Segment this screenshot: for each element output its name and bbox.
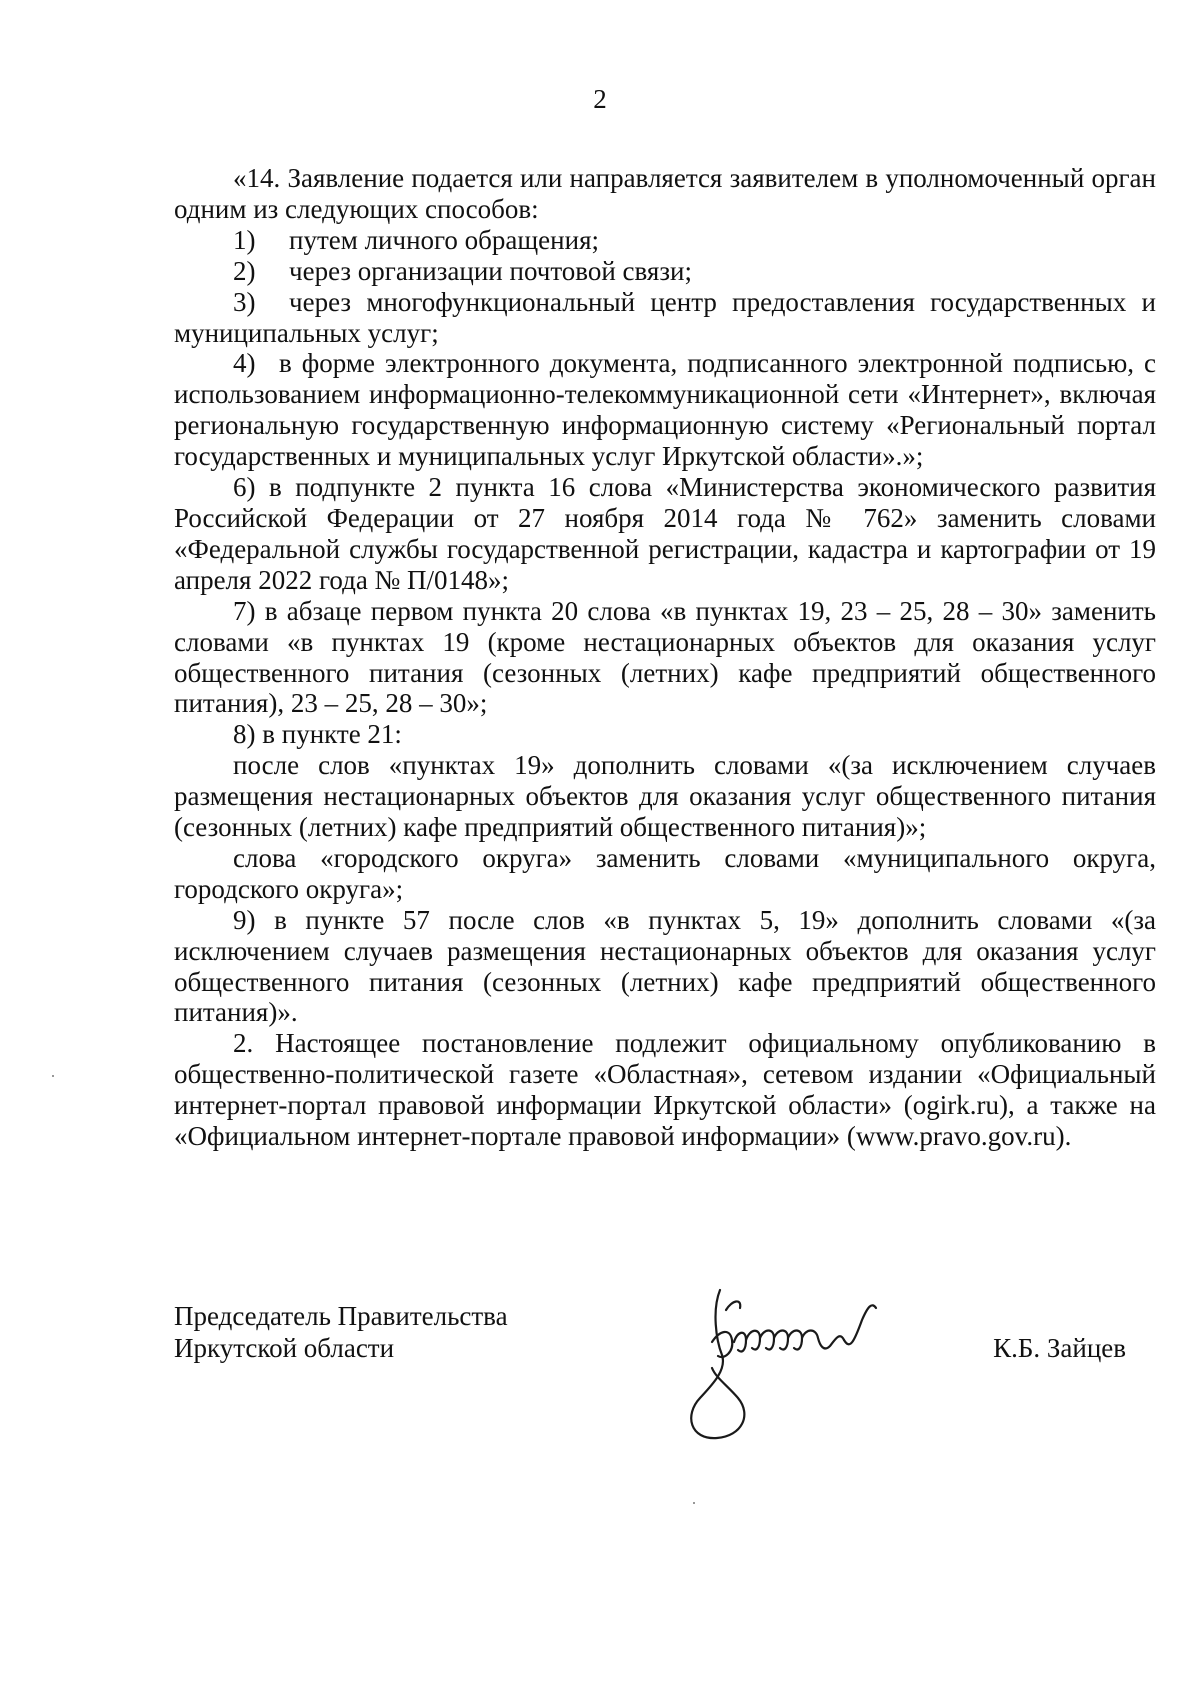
paragraph-6: 6) в подпункте 2 пункта 16 слова «Министерства экономического развития Российской Федерации от 27 ноября 2014 года № 762» заменить словами «Федеральной службы государственной регистрации, кадастра и картографии от 19 апреля 2022 года № П/0148»; bbox=[174, 472, 1156, 595]
paragraph-8: 8) в пункте 21: bbox=[233, 719, 402, 750]
paragraph-14-intro: «14. Заявление подается или направляется заявителем в уполномоченный орган одним из следующих способов: bbox=[174, 163, 1156, 224]
signatory-position bbox=[174, 1300, 508, 1364]
signatory-position-line-1: Председатель Правительства bbox=[174, 1301, 508, 1331]
scan-speck bbox=[52, 1075, 54, 1077]
list-item-4-text: в форме электронного документа, подписанного электронной подписью, с использованием информационно-телекоммуникационной сети «Интернет», включая региональную государственную информационную систему «Региональный портал государственных и муниципальных услуг Иркутской области».»; bbox=[174, 348, 1156, 472]
list-item-3-text: через многофункциональный центр предоставления государственных и муниципальных услуг; bbox=[174, 286, 1156, 348]
handwritten-signature bbox=[672, 1280, 922, 1440]
signature-block bbox=[174, 1300, 1156, 1450]
paragraph-8a: после слов «пунктах 19» дополнить словами «(за исключением случаев размещения нестационарных объектов для оказания услуг общественного питания (сезонных (летних) кафе предприятий общественного питания)»; bbox=[174, 750, 1156, 843]
signatory-name: К.Б. Зайцев bbox=[993, 1333, 1126, 1363]
list-item-3-number: 3) bbox=[233, 286, 256, 317]
list-item-2-text: через организации почтовой связи; bbox=[289, 255, 692, 286]
list-item-1-number: 1) bbox=[233, 224, 256, 255]
list-item-1-text: путем личного обращения; bbox=[289, 224, 599, 255]
page-number: 2 bbox=[593, 84, 607, 114]
list-item-4 bbox=[174, 348, 1156, 472]
list-item-3 bbox=[174, 287, 1156, 349]
paragraph-7: 7) в абзаце первом пункта 20 слова «в пунктах 19, 23 – 25, 28 – 30» заменить словами «в пунктах 19 (кроме нестационарных объектов для оказания услуг общественного питания (сезонных (летних) кафе предприятий общественного питания), 23 – 25, 28 – 30»; bbox=[174, 595, 1156, 719]
paragraph-9: 9) в пункте 57 после слов «в пунктах 5, 19» дополнить словами «(за исключением случаев размещения нестационарных объектов для оказания услуг общественного питания (сезонных (летних) кафе предприятий общественного питания)». bbox=[174, 904, 1156, 1028]
document-body bbox=[174, 163, 1156, 1152]
list-item-2 bbox=[174, 256, 1156, 287]
scan-speck bbox=[693, 1502, 695, 1504]
paragraph-8b: слова «городского округа» заменить словами «муниципального округа, городского округа»; bbox=[174, 842, 1156, 904]
list-item-1 bbox=[174, 225, 1156, 256]
list-item-4-number: 4) bbox=[233, 348, 256, 379]
paragraph-2-publication: 2. Настоящее постановление подлежит официальному опубликованию в общественно-политической газете «Областная», сетевом издании «Официальный интернет-портал правовой информации Иркутской области» (ogirk.ru), а также на «Официальном интернет-портале правовой информации» (www.pravo.gov.ru). bbox=[174, 1028, 1156, 1152]
signatory-position-line-2: Иркутской области bbox=[174, 1333, 395, 1363]
list-item-2-number: 2) bbox=[233, 255, 256, 286]
